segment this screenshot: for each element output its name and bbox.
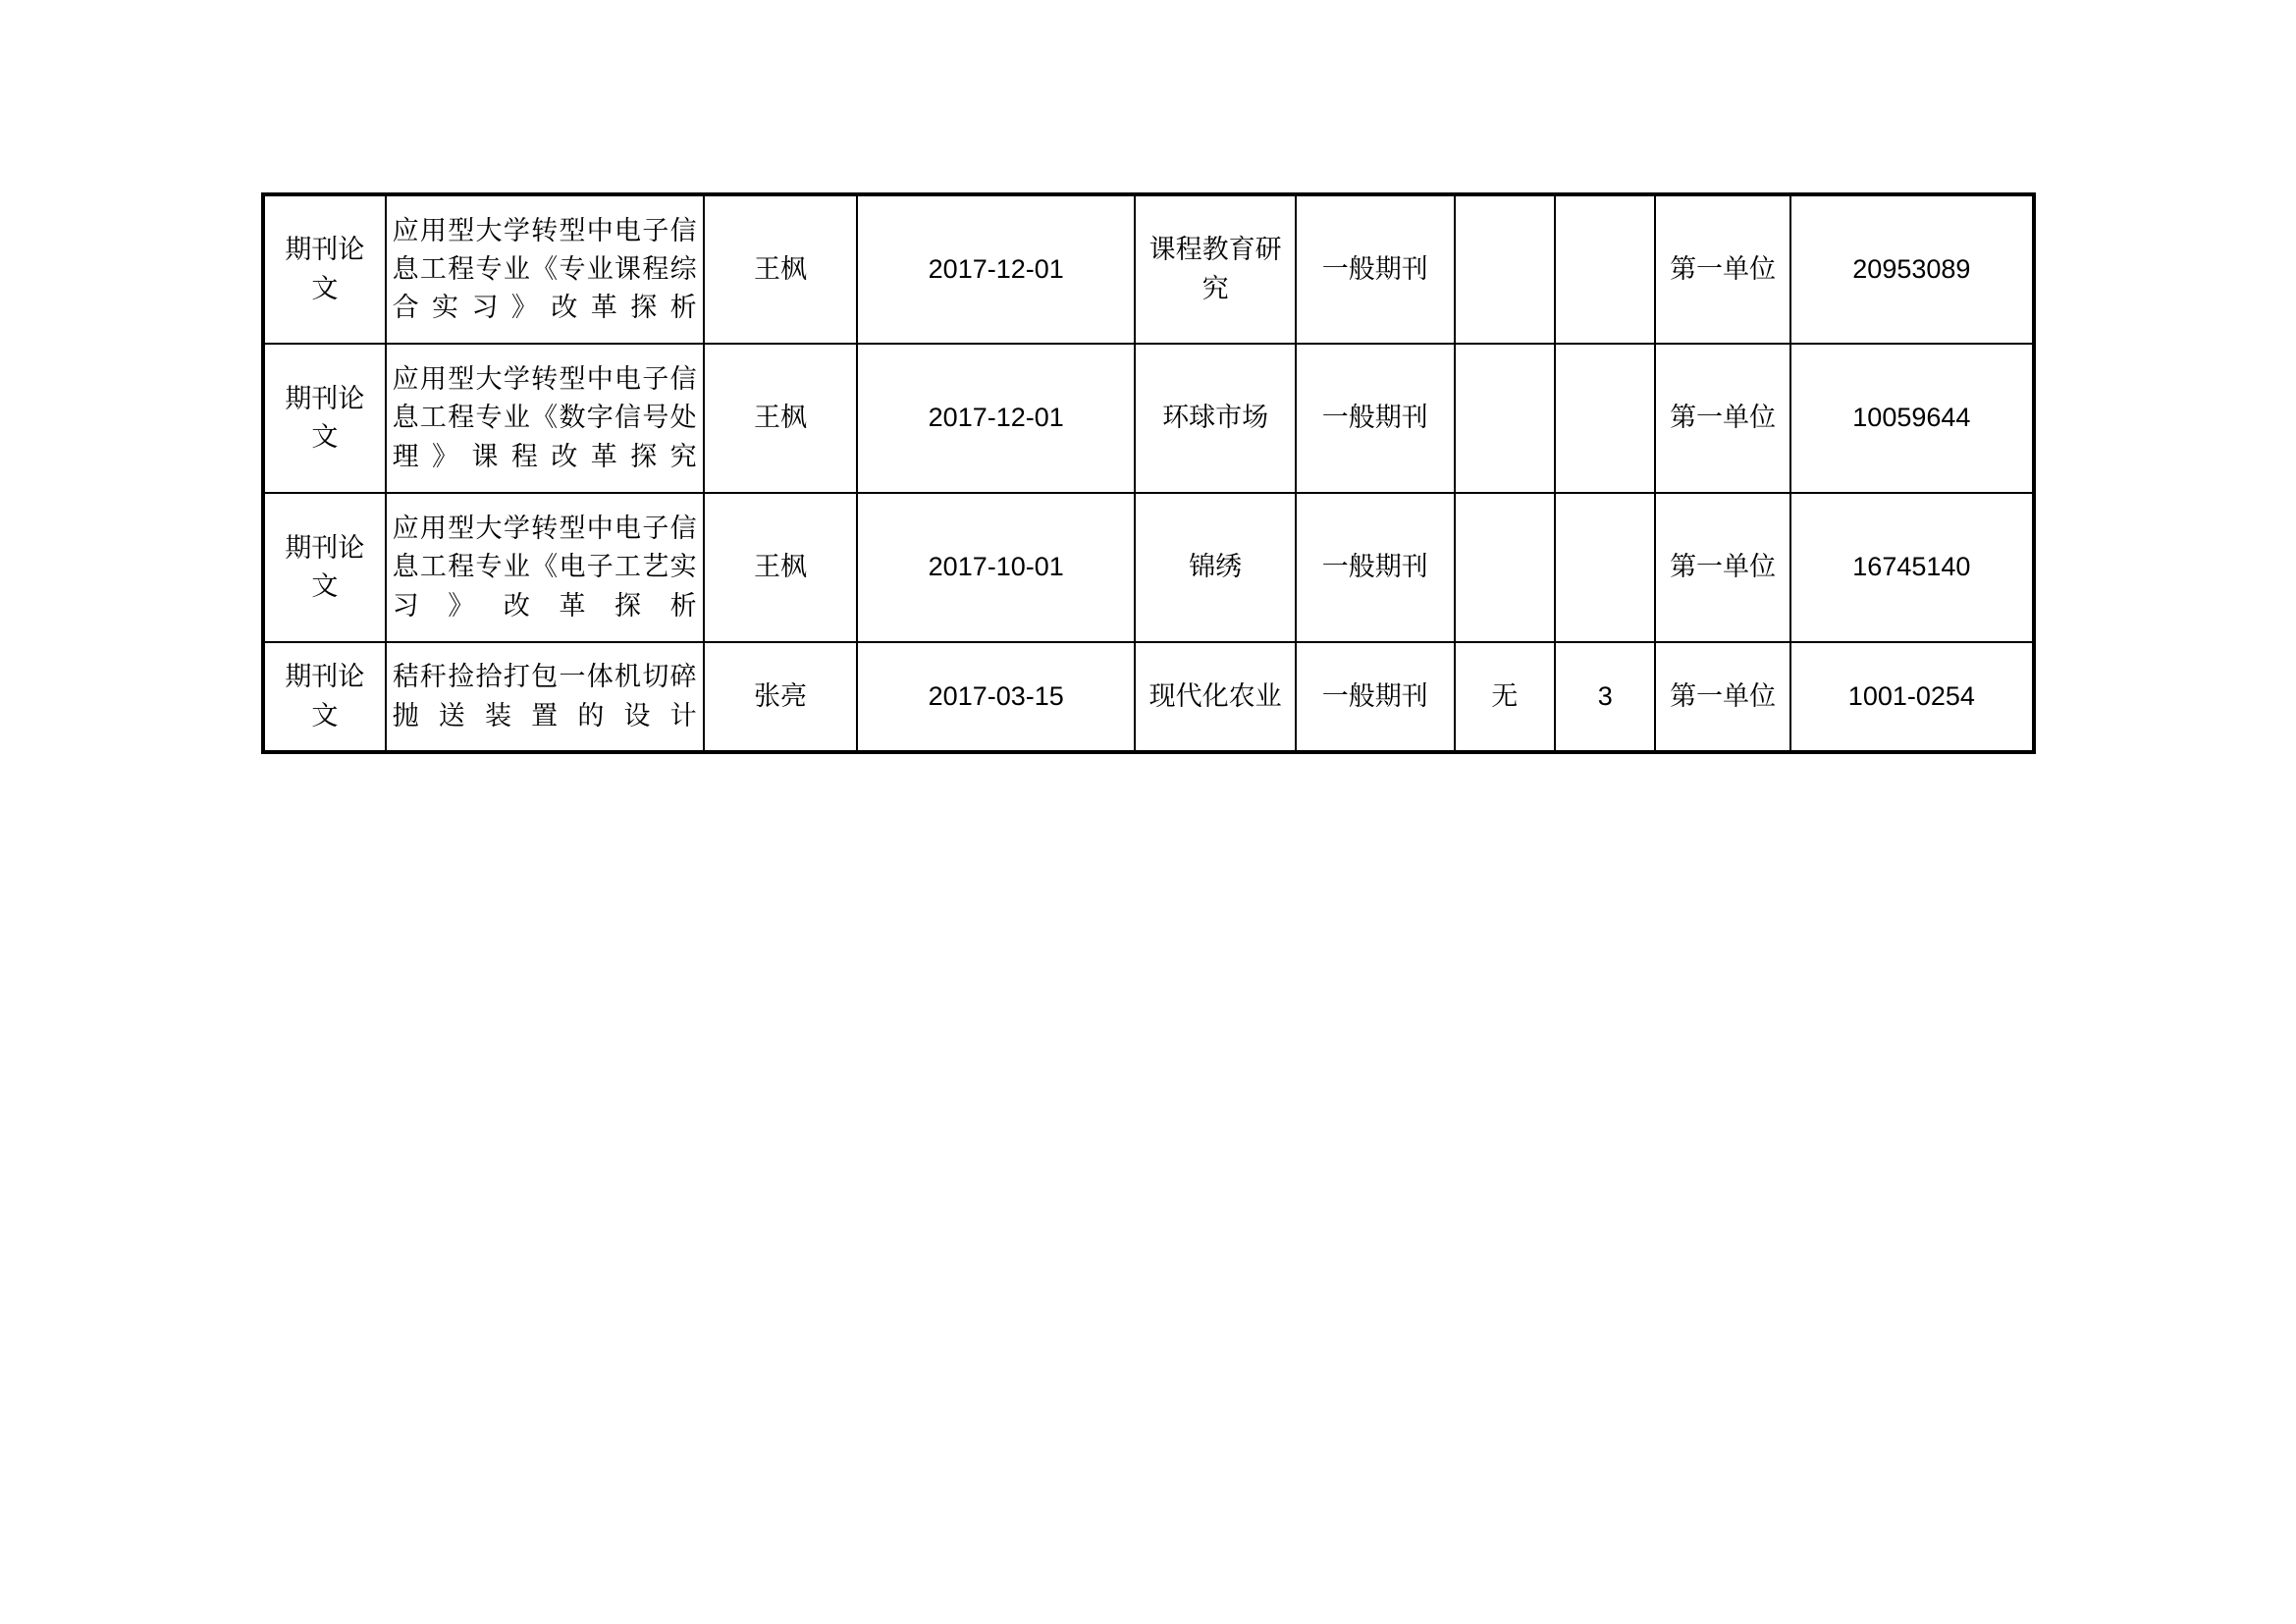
cell-date: 2017-12-01 — [857, 194, 1135, 344]
cell-count — [1555, 493, 1655, 642]
cell-title: 应用型大学转型中电子信息工程专业《专业课程综合实习》改革探析 — [386, 194, 704, 344]
cell-issn: 10059644 — [1790, 344, 2034, 493]
table-row — [263, 194, 2034, 344]
cell-type: 期刊论 文 — [263, 642, 386, 752]
cell-unit: 第一单位 — [1655, 194, 1789, 344]
cell-journal: 现代化农业 — [1135, 642, 1296, 752]
cell-note — [1455, 194, 1555, 344]
cell-author: 王枫 — [704, 493, 857, 642]
cell-level: 一般期刊 — [1296, 642, 1455, 752]
cell-journal: 课程教育研究 — [1135, 194, 1296, 344]
cell-date: 2017-10-01 — [857, 493, 1135, 642]
publications-table-wrap — [261, 192, 2036, 754]
cell-type: 期刊论 文 — [263, 194, 386, 344]
cell-level: 一般期刊 — [1296, 194, 1455, 344]
table-row — [263, 642, 2034, 752]
publications-table — [261, 192, 2036, 754]
cell-author: 王枫 — [704, 344, 857, 493]
table-row — [263, 493, 2034, 642]
cell-level: 一般期刊 — [1296, 344, 1455, 493]
cell-author: 张亮 — [704, 642, 857, 752]
cell-count: 3 — [1555, 642, 1655, 752]
cell-title: 应用型大学转型中电子信息工程专业《数字信号处理》课程改革探究 — [386, 344, 704, 493]
cell-journal: 锦绣 — [1135, 493, 1296, 642]
cell-note: 无 — [1455, 642, 1555, 752]
cell-issn: 16745140 — [1790, 493, 2034, 642]
cell-title: 秸秆捡拾打包一体机切碎抛送装置的设计 — [386, 642, 704, 752]
cell-note — [1455, 493, 1555, 642]
cell-unit: 第一单位 — [1655, 642, 1789, 752]
table-row — [263, 344, 2034, 493]
cell-unit: 第一单位 — [1655, 344, 1789, 493]
cell-count — [1555, 194, 1655, 344]
cell-issn: 1001-0254 — [1790, 642, 2034, 752]
cell-type: 期刊论 文 — [263, 493, 386, 642]
cell-author: 王枫 — [704, 194, 857, 344]
cell-date: 2017-12-01 — [857, 344, 1135, 493]
cell-type: 期刊论 文 — [263, 344, 386, 493]
cell-level: 一般期刊 — [1296, 493, 1455, 642]
cell-date: 2017-03-15 — [857, 642, 1135, 752]
cell-count — [1555, 344, 1655, 493]
cell-issn: 20953089 — [1790, 194, 2034, 344]
cell-title: 应用型大学转型中电子信息工程专业《电子工艺实习》改革探析 — [386, 493, 704, 642]
cell-unit: 第一单位 — [1655, 493, 1789, 642]
cell-note — [1455, 344, 1555, 493]
cell-journal: 环球市场 — [1135, 344, 1296, 493]
